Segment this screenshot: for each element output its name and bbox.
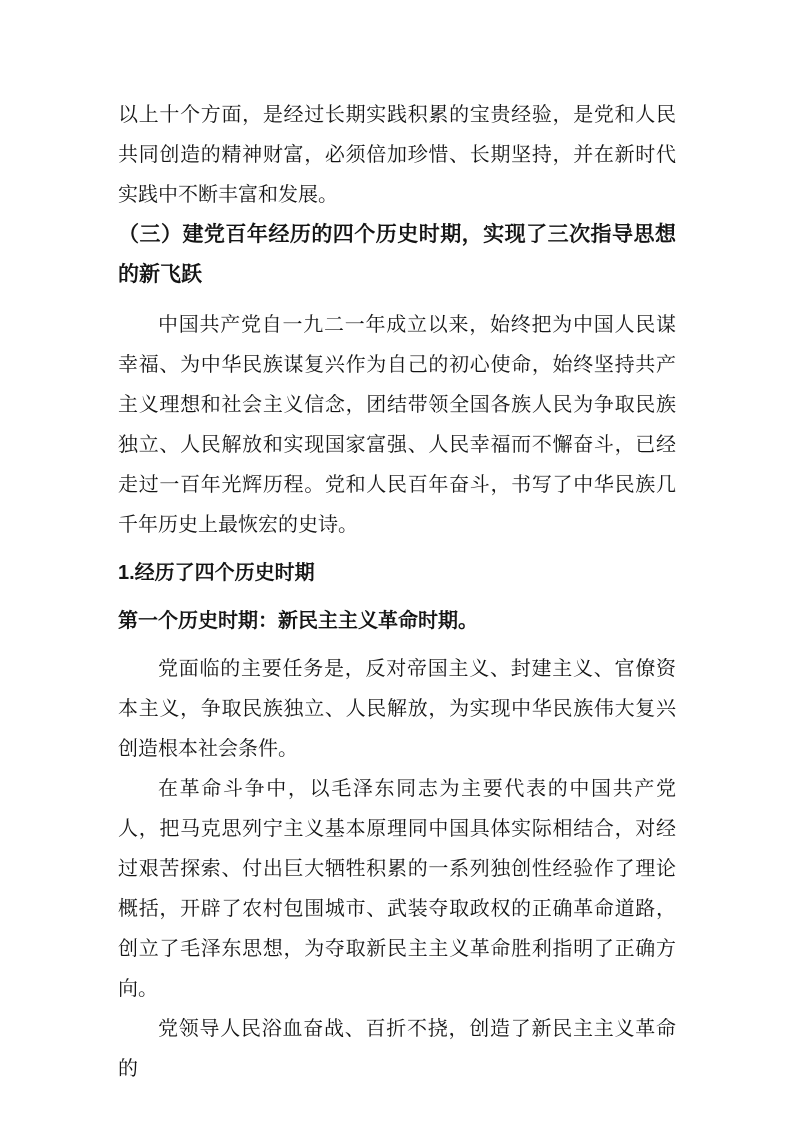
- subsection-heading-first-period: 第一个历史时期：新民主主义革命时期。: [118, 610, 478, 632]
- paragraph-bloody-battles: 党领导人民浴血奋战、百折不挠，创造了新民主主义革命的: [118, 1018, 676, 1080]
- paragraph-party-centenary: 中国共产党自一九二一年成立以来，始终把为中国人民谋幸福、为中华民族谋复兴作为自己的初心使命，始终坚持共产主义理想和社会主义信念，团结带领全国各族人民为争取民族独立、人民解放和实现国家富强、人民幸福而不懈奋斗，已经走过一百年光辉历程。党和人民百年奋斗，书写了中华民族几千年历史上最恢宏的史诗。: [118, 314, 676, 536]
- paragraph-revolutionary-struggle: 在革命斗争中，以毛泽东同志为主要代表的中国共产党人，把马克思列宁主义基本原理同中国具体实际相结合，对经过艰苦探索、付出巨大牺牲积累的一系列独创性经验作了理论概括，开辟了农村包围城市、武装夺取政权的正确革命道路，创立了毛泽东思想，为夺取新民主主义革命胜利指明了正确方向。: [118, 778, 676, 1000]
- paragraph-main-tasks: 党面临的主要任务是，反对帝国主义、封建主义、官僚资本主义，争取民族独立、人民解放，为实现中华民族伟大复兴创造根本社会条件。: [118, 658, 676, 760]
- paragraph-experience-summary: 以上十个方面，是经过长期实践积累的宝贵经验，是党和人民共同创造的精神财富，必须倍加珍惜、长期坚持，并在新时代实践中不断丰富和发展。: [118, 104, 676, 206]
- section-heading-three: （三）建党百年经历的四个历史时期，实现了三次指导思想的新飞跃: [118, 223, 676, 286]
- subsection-heading-four-periods: 1.经历了四个历史时期: [118, 562, 315, 584]
